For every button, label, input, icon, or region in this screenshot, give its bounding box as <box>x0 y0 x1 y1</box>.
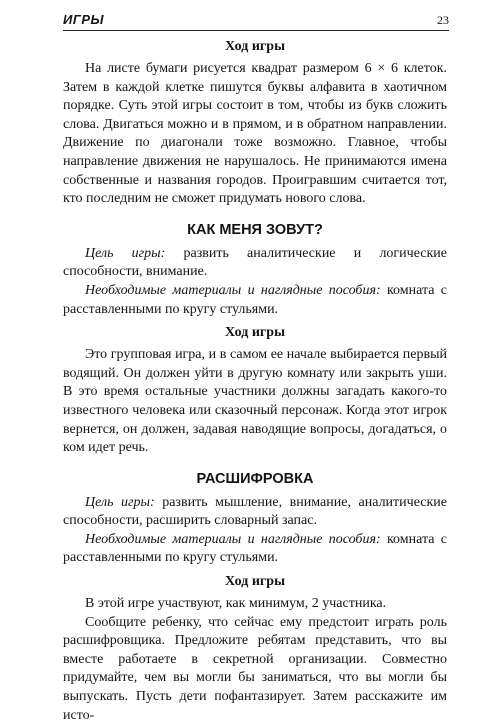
section-name: ИГРЫ <box>63 12 104 27</box>
page-number: 23 <box>437 13 449 27</box>
running-header <box>63 10 449 31</box>
materials-text-3: комната с расставленными по кругу стульями. <box>63 531 447 566</box>
page-content <box>63 38 447 725</box>
goal-text-2: развить аналитические и логические способности, внимание. <box>63 245 447 280</box>
goal-paragraph-3 <box>63 494 447 531</box>
goal-label-2: Цель игры: <box>85 245 166 261</box>
materials-paragraph-2 <box>63 282 447 319</box>
materials-paragraph-3 <box>63 531 447 568</box>
paragraph-grid-game: На листе бумаги рисуется квадрат размером 6 × 6 клеток. Затем в каждой клетке пишутся буквы алфавита в хаотичном порядке. Суть этой игры состоит в том, чтобы из букв сложить слова. Двигаться можно и в прямом, и в обратном направлении. Движение по диагонали тоже возможно. Главное, чтобы направление движения не нарушалось. Не принимаются имена собственные и названия городов. Проигравшим считается тот, кто последним не сможет придумать нового слова. <box>63 61 447 207</box>
paragraph-guess-game: Это групповая игра, и в самом ее начале выбирается первый водящий. Он должен уйти в другую комнату или закрыть уши. В это время остальные участники должны загадать какого-то известного человека или сказочный персонаж. Когда этот игрок вернется, он должен, задавая наводящие вопросы, догадаться, о ком идет речь. <box>63 347 447 456</box>
goal-label-3: Цель игры: <box>85 494 155 510</box>
game-title-what-is-my-name: КАК МЕНЯ ЗОВУТ? <box>187 221 323 238</box>
subheading-how-to-play-1: Ход игры <box>225 39 285 54</box>
subheading-how-to-play-3: Ход игры <box>225 574 285 590</box>
goal-text-3: развить мышление, внимание, аналитические способности, расширить словарный запас. <box>63 494 447 529</box>
game-title-decoding: РАСШИФРОВКА <box>196 470 314 487</box>
paragraph-decoder-role: Сообщите ребенку, что сейчас ему предстоит играть роль расшифровщика. Предложите ребятам представить, что вы вместе работаете в секретной организации. Совместно придумайте, чем вы могли бы заниматься, что вы могли бы выпускать. Пусть дети пофантазирует. Затем расскажите им исто- <box>63 614 447 723</box>
materials-label-3: Необходимые материалы и наглядные пособия: <box>85 531 381 547</box>
subheading-how-to-play-2: Ход игры <box>225 325 285 341</box>
goal-paragraph-2 <box>63 245 447 282</box>
materials-text-2: комната с расставленными по кругу стульями. <box>63 282 447 317</box>
materials-label-2: Необходимые материалы и наглядные пособия: <box>85 282 381 298</box>
paragraph-participants: В этой игре участвуют, как минимум, 2 участника. <box>85 596 387 612</box>
